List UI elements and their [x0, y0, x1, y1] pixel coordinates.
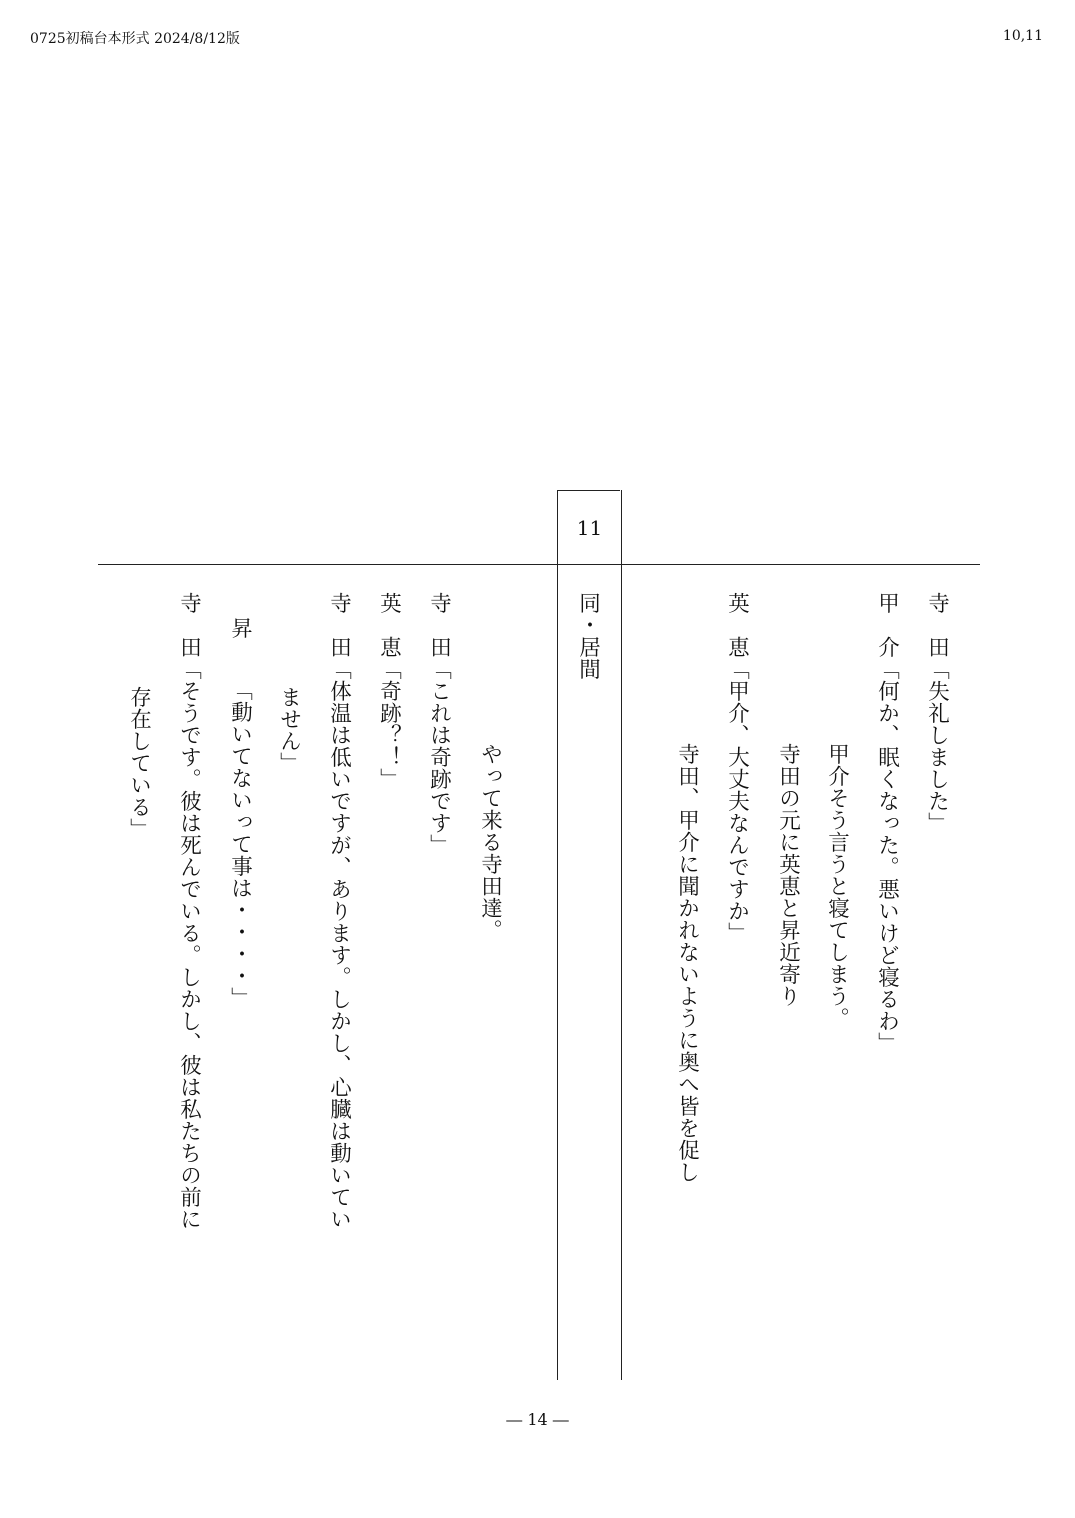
dialogue-line — [378, 592, 400, 790]
dialogue-text: 「体温は低いですが、あります。しかし、心臓は動いてい — [326, 658, 352, 1230]
action-line: 寺田の元に英恵と昇近寄り — [775, 743, 801, 1007]
dialogue-text: 「そうです。彼は死んでいる。しかし、彼は私たちの前に — [176, 658, 202, 1230]
continuation-line: ません」 — [276, 686, 302, 774]
dialogue-text: 「甲介、大丈夫なんですか」 — [724, 658, 750, 944]
action-line: やって来る寺田達。 — [477, 743, 503, 941]
scene-number: 11 — [576, 516, 603, 540]
scene-heading: 同・居間 — [575, 592, 601, 680]
dialogue-text: 「動いてないって事は・・・・」 — [227, 679, 253, 1009]
dialogue-line — [876, 592, 898, 1054]
dialogue-text: 「これは奇跡です」 — [426, 658, 452, 856]
speaker-name: 寺 田 — [176, 592, 202, 658]
speaker-name: 寺 田 — [326, 592, 352, 658]
action-line: 甲介そう言うと寝てしまう。 — [824, 743, 850, 1029]
scene-divider-line — [98, 564, 980, 565]
page-number: ― 14 ― — [506, 1410, 569, 1429]
speaker-name: 昇 — [227, 617, 253, 639]
action-line: 寺田、甲介に聞かれないように奥へ皆を促し — [674, 743, 700, 1183]
dialogue-line — [229, 617, 251, 1009]
continuation-line: 存在している」 — [126, 686, 152, 840]
dialogue-text: 「失礼しました」 — [924, 658, 950, 834]
dialogue-line — [926, 592, 948, 834]
speaker-name: 寺 田 — [426, 592, 452, 658]
document-header-title: 0725初稿台本形式 2024/8/12版 — [30, 31, 240, 47]
dialogue-line — [726, 592, 748, 944]
dialogue-text: 「奇跡？！」 — [376, 658, 402, 790]
dialogue-line — [178, 592, 200, 1230]
dialogue-line — [428, 592, 450, 856]
dialogue-text: 「何か、眠くなった。悪いけど寝るわ」 — [874, 658, 900, 1054]
speaker-name: 英 恵 — [724, 592, 750, 658]
speaker-name: 甲 介 — [874, 592, 900, 658]
speaker-name: 英 恵 — [376, 592, 402, 658]
scene-range-label: 10,11 — [1002, 28, 1043, 44]
speaker-name: 寺 田 — [924, 592, 950, 658]
dialogue-line — [328, 592, 350, 1230]
